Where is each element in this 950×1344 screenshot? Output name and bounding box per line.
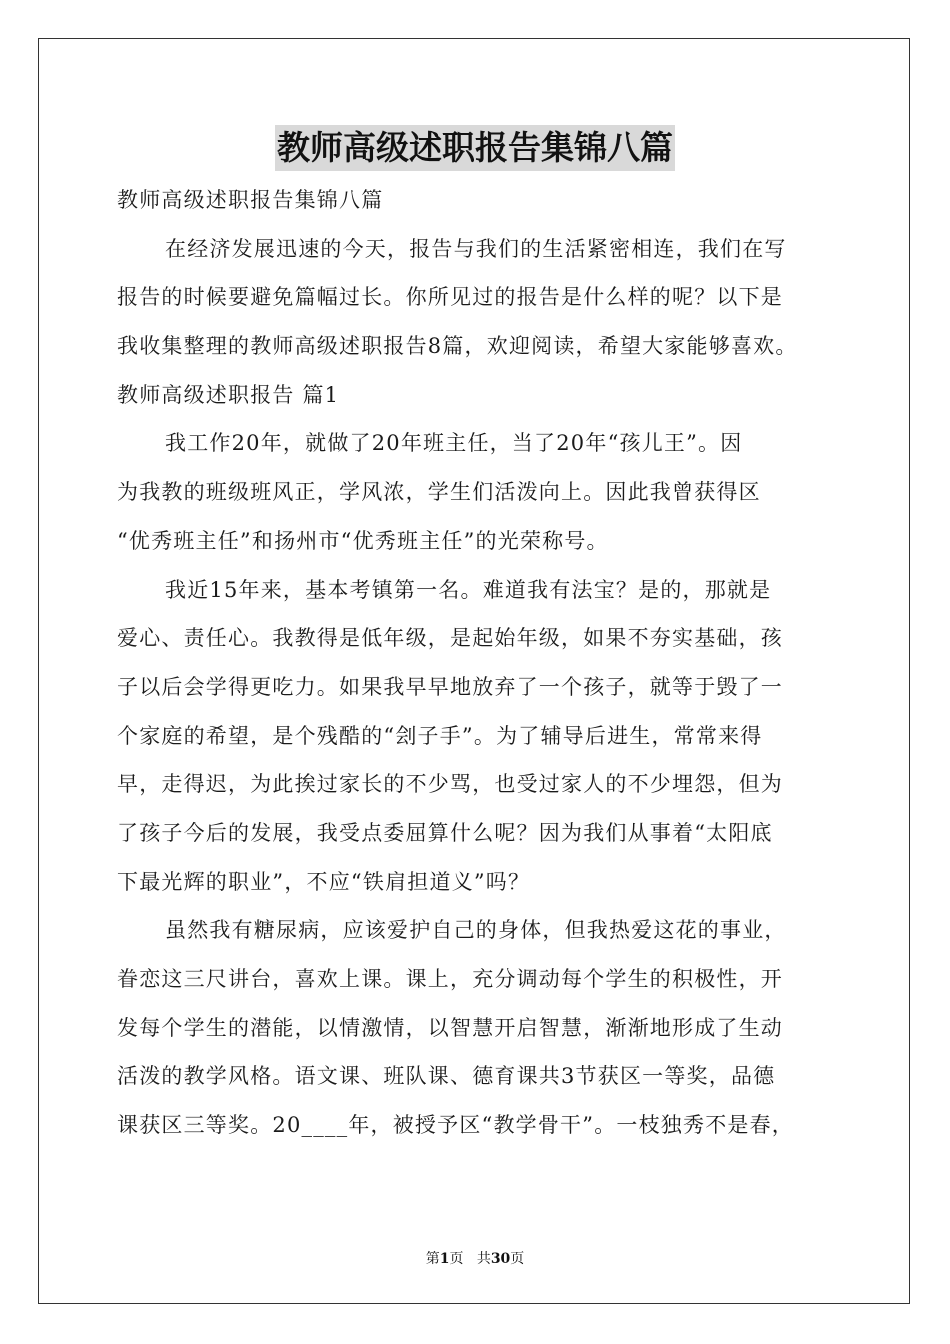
text-line: 早，走得迟，为此挨过家长的不少骂，也受过家人的不少埋怨，但为 bbox=[117, 772, 783, 797]
document-title: 教师高级述职报告集锦八篇 bbox=[275, 125, 675, 171]
text-line: 活泼的教学风格。语文课、班队课、德育课共3节获区一等奖，品德 bbox=[117, 1064, 776, 1089]
document-body bbox=[117, 176, 837, 1150]
text-line: 报告的时候要避免篇幅过长。你所见过的报告是什么样的呢？以下是 bbox=[117, 285, 783, 310]
page-footer bbox=[0, 1248, 950, 1268]
text-line: 发每个学生的潜能，以情激情，以智慧开启智慧，渐渐地形成了生动 bbox=[117, 1015, 783, 1040]
text-line: 我近15年来，基本考镇第一名。难道我有法宝？是的，那就是 bbox=[165, 577, 772, 602]
text-line: 在经济发展迅速的今天，报告与我们的生活紧密相连，我们在写 bbox=[165, 236, 787, 261]
text-line: 为我教的班级班风正，学风浓，学生们活泼向上。因此我曾获得区 bbox=[117, 480, 761, 505]
title-container bbox=[0, 125, 950, 171]
text-line: 眷恋这三尺讲台，喜欢上课。课上，充分调动每个学生的积极性，开 bbox=[117, 967, 783, 991]
text-line: 我收集整理的教师高级述职报告8篇，欢迎阅读，希望大家能够喜欢。 bbox=[117, 334, 798, 359]
footer-page-number: 1 bbox=[439, 1251, 450, 1267]
text-line: 虽然我有糖尿病，应该爱护自己的身体，但我热爱这花的事业， bbox=[165, 918, 787, 943]
text-line: 个家庭的希望，是个残酷的“刽子手”。为了辅导后进生，常常来得 bbox=[117, 723, 763, 748]
text-line: “优秀班主任”和扬州市“优秀班主任”的光荣称号。 bbox=[117, 528, 609, 553]
text-line: 子以后会学得更吃力。如果我早早地放弃了一个孩子，就等于毁了一 bbox=[117, 674, 783, 699]
footer-page-prefix: 第 bbox=[425, 1251, 440, 1267]
text-line: 教师高级述职报告集锦八篇 bbox=[117, 188, 384, 212]
footer-page-unit: 页 bbox=[449, 1251, 464, 1267]
text-line: 我工作20年，就做了20年班主任，当了20年“孩儿王”。因 bbox=[165, 431, 743, 456]
footer-total-unit: 页 bbox=[510, 1251, 525, 1267]
text-line: 教师高级述职报告 篇1 bbox=[117, 382, 340, 407]
text-line: 爱心、责任心。我教得是低年级，是起始年级，如果不夯实基础，孩 bbox=[117, 626, 783, 651]
footer-total-pages: 30 bbox=[490, 1251, 511, 1267]
text-line: 课获区三等奖。20____年，被授予区“教学骨干”。一枝独秀不是春， bbox=[117, 1113, 794, 1138]
text-line: 了孩子今后的发展，我受点委屈算什么呢？因为我们从事着“太阳底 bbox=[117, 820, 773, 845]
footer-total-prefix: 共 bbox=[476, 1251, 491, 1267]
text-line: 下最光辉的职业”，不应“铁肩担道义”吗？ bbox=[117, 869, 531, 894]
